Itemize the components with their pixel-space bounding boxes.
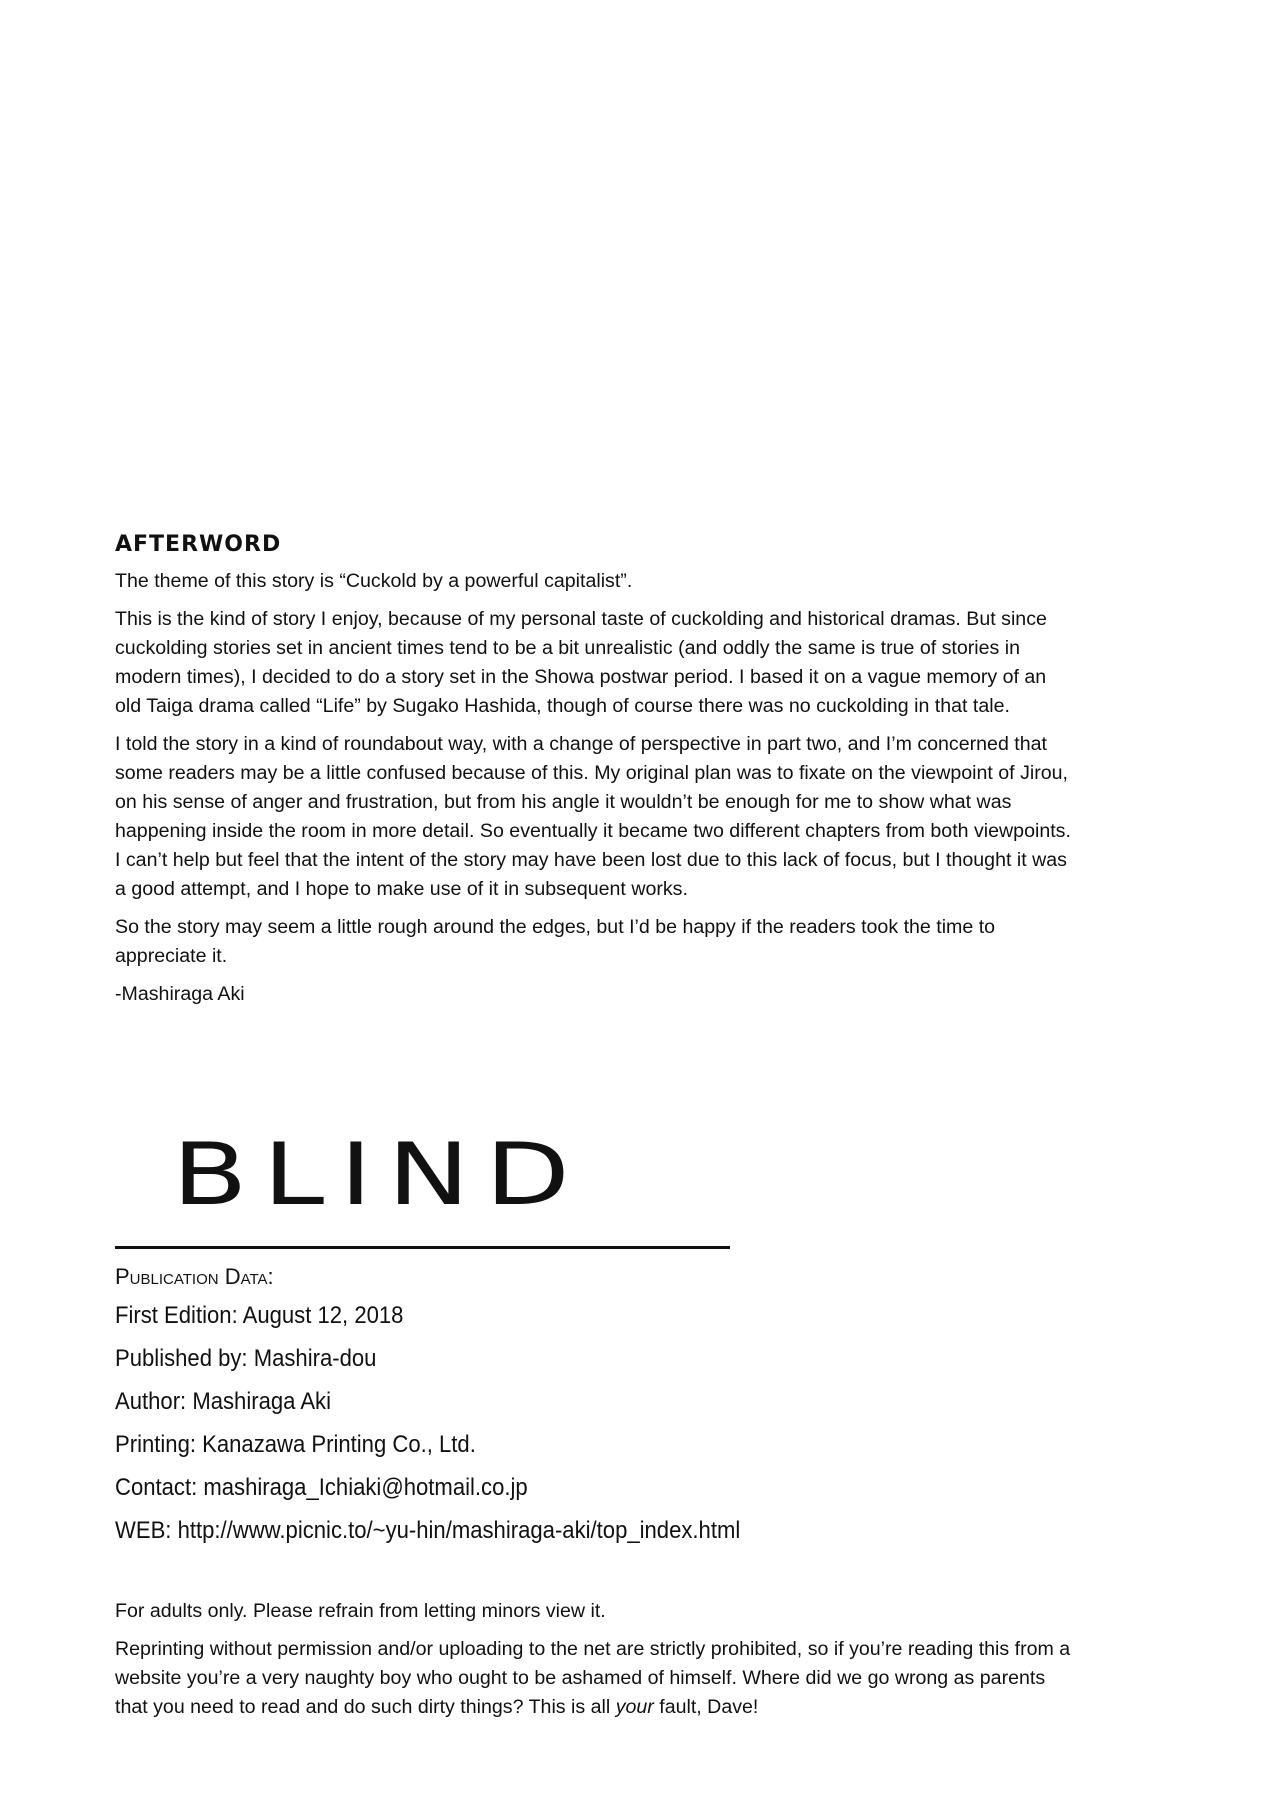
publication-printing: Printing: Kanazawa Printing Co., Ltd. <box>115 1431 476 1458</box>
reprint-notice-emphasis: your <box>615 1696 654 1718</box>
adults-only-notice: For adults only. Please refrain from letting minors view it. <box>115 1600 606 1622</box>
legal-notice-section <box>115 1597 1075 1731</box>
divider-rule <box>115 1246 730 1249</box>
afterword-section <box>115 532 1075 1009</box>
publication-publisher: Published by: Mashira-dou <box>115 1345 377 1372</box>
author-signature: -Mashiraga Aki <box>115 983 245 1005</box>
afterword-paragraph: So the story may seem a little rough around the edges, but I’d be happy if the readers took the time to appreciate it. <box>115 916 996 967</box>
publication-data-title: Publication Data: <box>115 1264 274 1289</box>
afterword-paragraph: I told the story in a kind of roundabout way, with a change of perspective in part two, and I’m concerned that some readers may be a little confused because of this. My original plan was to fixate on the viewpoint of Jirou, on his sense of anger and frustration, but from his angle it wouldn’t be enough for me to show what was happening inside the room in more detail. So eventually it became two different chapters from both viewpoints. I can’t help but feel that the intent of the story may have been lost due to this lack of focus, but I thought it was a good attempt, and I hope to make use of it in subsequent works. <box>115 733 1071 900</box>
publication-web: WEB: http://www.picnic.to/~yu-hin/mashiraga-aki/top_index.html <box>115 1517 741 1544</box>
afterword-paragraph: The theme of this story is “Cuckold by a powerful capitalist”. <box>115 570 633 592</box>
publication-author: Author: Mashiraga Aki <box>115 1388 332 1415</box>
title-logo: BLIND <box>172 1125 586 1225</box>
publication-first-edition: First Edition: August 12, 2018 <box>115 1302 404 1329</box>
afterword-paragraph: This is the kind of story I enjoy, because of my personal taste of cuckolding and historical dramas. But since cuckolding stories set in ancient times tend to be a bit unrealistic (and oddly the same is true of stories in modern times), I decided to do a story set in the Showa postwar period. I based it on a vague memory of an old Taiga drama called “Life” by Sugako Hashida, though of course there was no cuckolding in that tale. <box>115 608 1047 717</box>
afterword-heading: AFTERWORD <box>115 532 282 557</box>
reprint-notice <box>115 1635 1075 1722</box>
publication-contact: Contact: mashiraga_Ichiaki@hotmail.co.jp <box>115 1474 528 1501</box>
publication-data-section <box>115 1262 1115 1558</box>
reprint-notice-ending: fault, Dave! <box>653 1696 759 1718</box>
reprint-notice-text: Reprinting without permission and/or uploading to the net are strictly prohibited, so if you’re reading this from a website you’re a very naughty boy who ought to be ashamed of himself. Where did we go wrong as parents that you need to read and do such dirty things? This is all <box>115 1638 1071 1718</box>
